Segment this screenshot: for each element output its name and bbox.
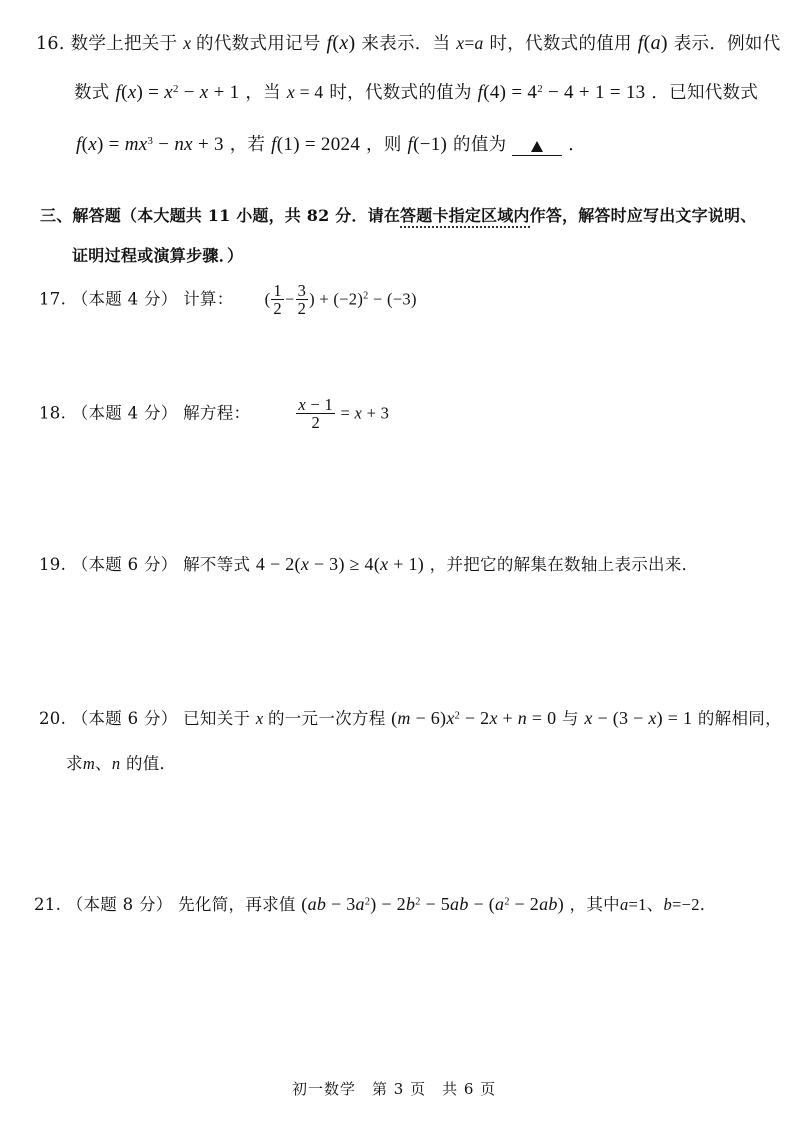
q21-number: 21. [34,895,62,914]
section3-header-line-2: 证明过程或演算步骤．） [72,246,244,265]
q19-number: 19. [39,555,67,574]
dotted-emphasis: 答题卡指定区域内 [400,206,530,228]
q20-points: （本题 6 分） [71,709,178,728]
q16-number: 16. [36,34,65,54]
q16-line-3: $f(x) = mx^3$ − nx + 3 ，若 f(1) = 2024 ，则 f(−1) 的值为 ． [76,134,587,155]
q20-line-2: 求m、n 的值． [66,754,177,773]
q20-equation-1: ( [391,708,398,728]
q20-equation-2: x [584,708,593,728]
q18-number: 18. [39,403,67,423]
q16-line-2: 数式 $f(x) = x^2 - x + 1$ ，当 x = 4 时，代数式的值为 $f(4) = 4^2 - 4 + 1 = 13$ ．已知代数式 [74,82,759,103]
q18-points: （本题 4 分） [71,403,178,423]
page-footer: 初一数学 第 3 页 共 6 页 [292,1080,497,1098]
q19: 19. （本题 6 分） 解不等式 4 − 2(x − 3) ≥ 4(x + 1) ，并把它的解集在数轴上表示出来． [39,554,699,574]
triangle-marker-icon [531,141,543,152]
q21: 21. （本题 8 分） 先化简，再求值 $(ab - 3a^2) - 2b^2 - 5ab - (a^2 - 2ab)$ ，其中a=1、b=−2． [34,894,717,914]
q19-points: （本题 6 分） [71,555,178,574]
q17-number: 17. [39,289,67,309]
q18-expression: $\frac{x - 1}{2}$ [298,395,334,433]
q20-line-1: 20. （本题 6 分） 已知关于 x 的一元一次方程 $(m - 6)x^2 - 2x + n = 0$ 与 x − (3 − x) = 1 的解相同， [39,708,782,728]
formula-example: f [115,82,122,103]
formula-given: f [76,134,82,155]
q19-inequality: 4 − 2( [255,554,301,574]
q17-expression: ( [264,289,271,309]
answer-blank[interactable] [512,137,562,156]
q21-points: （本题 8 分） [66,895,173,914]
q18: 18. （本题 4 分） 解方程： $\frac{x - 1}{2}$ = x + 3 [39,395,390,433]
q17-points: （本题 4 分） [71,289,178,309]
q16-line-1: 16. 数学上把关于 x 的代数式用记号 f(x) 来表示．当 x=a 时，代数式的值用 f(a) 表示．例如代 [36,32,781,54]
q21-expression: ( [301,894,308,914]
q20-number: 20. [39,709,67,728]
formula-fx: f [326,32,333,54]
section3-header-line-1: 三、解答题（本大题共 11 小题，共 82 分．请在答题卡指定区域内作答，解答时应写出文字说明、 [40,203,756,226]
q17: 17. （本题 4 分） 计算： ( $\frac{1}{2}$ − $\frac{3}{2}$ ) + $(-2)^2 - (-3)$ [39,281,417,319]
